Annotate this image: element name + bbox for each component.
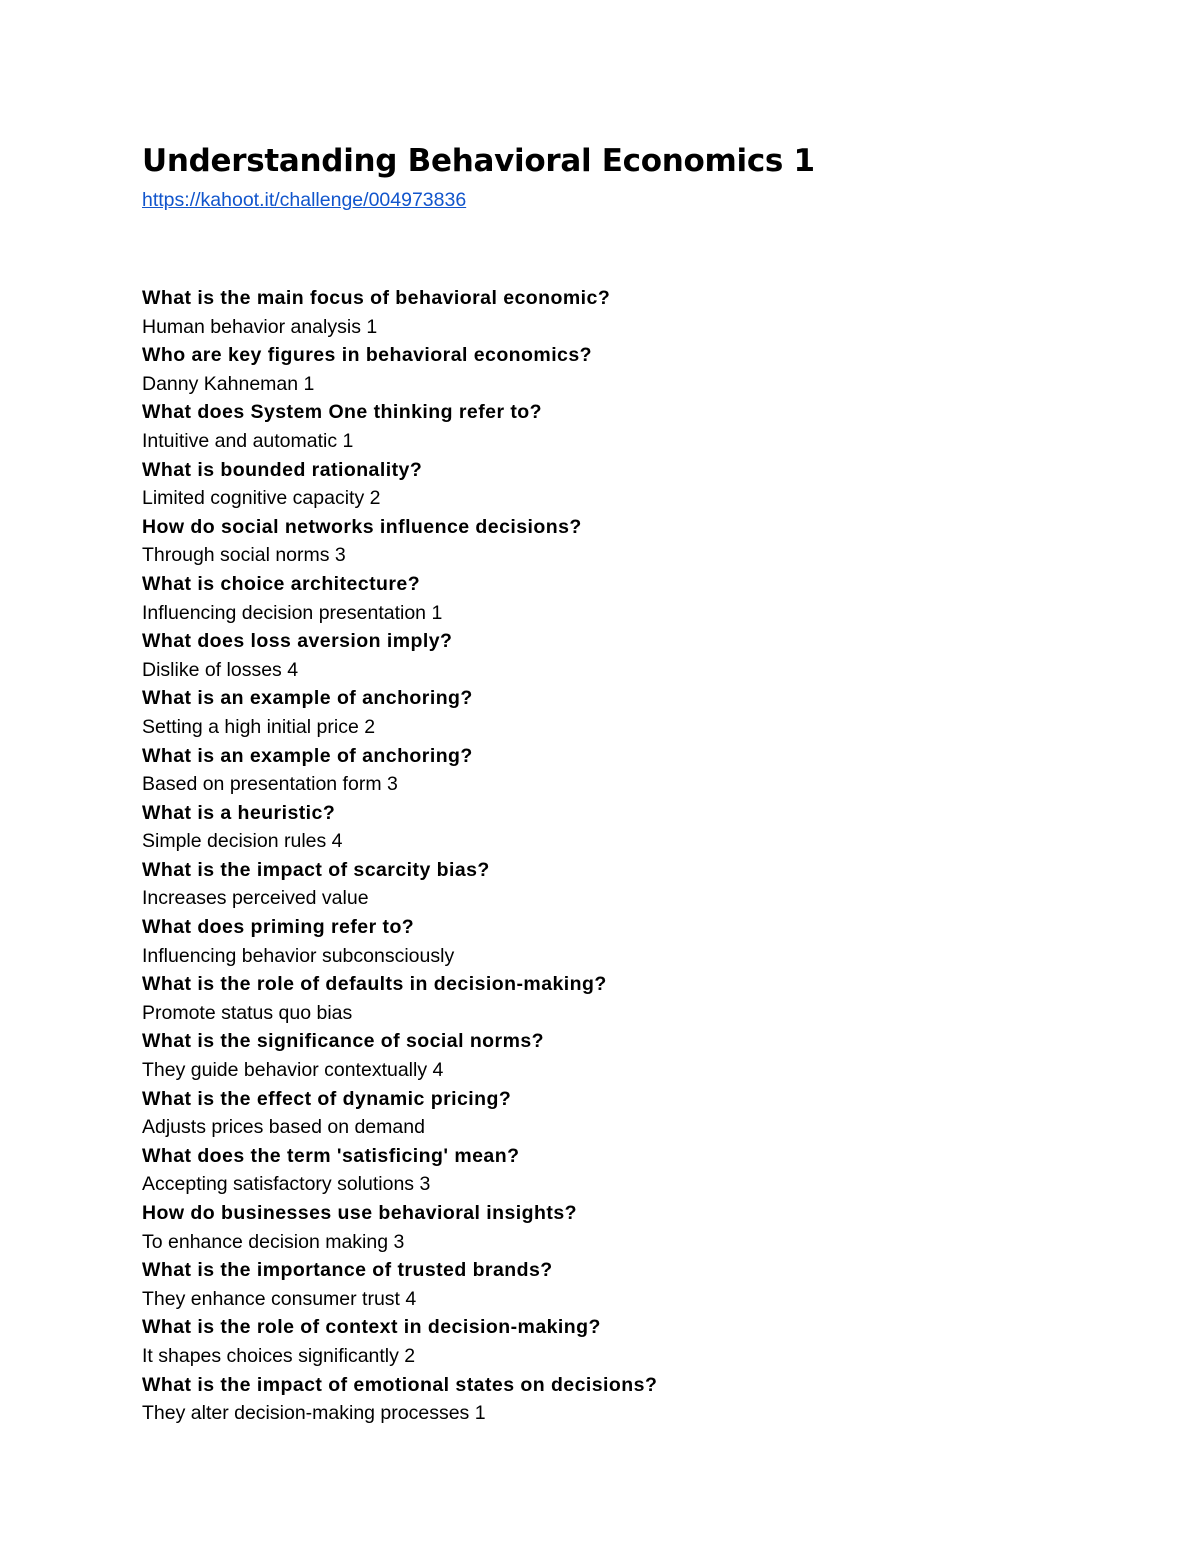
qa-item <box>142 684 1102 741</box>
answer-text: Human behavior analysis 1 <box>142 315 378 338</box>
qa-item <box>142 284 1102 341</box>
answer-text: Promote status quo bias <box>142 1001 353 1024</box>
answer-text: Increases perceived value <box>142 887 369 910</box>
answer-text: Based on presentation form 3 <box>142 773 398 796</box>
answer-text: To enhance decision making 3 <box>142 1230 405 1253</box>
question-text: What is the role of defaults in decision-making? <box>142 973 607 996</box>
answer-text: Dislike of losses 4 <box>142 658 299 681</box>
question-text: What is the role of context in decision-making? <box>142 1316 601 1339</box>
qa-item <box>142 1313 1102 1370</box>
question-text: What is the impact of emotional states on decisions? <box>142 1373 658 1396</box>
question-text: What is a heuristic? <box>142 801 336 824</box>
qa-item <box>142 1085 1102 1142</box>
answer-text: Limited cognitive capacity 2 <box>142 487 381 510</box>
qa-item <box>142 570 1102 627</box>
answer-text: Influencing behavior subconsciously <box>142 944 455 967</box>
question-text: How do social networks influence decisions? <box>142 515 582 538</box>
answer-text: Accepting satisfactory solutions 3 <box>142 1173 431 1196</box>
document-page <box>142 138 1102 1444</box>
question-text: What is choice architecture? <box>142 572 421 595</box>
question-text: What is an example of anchoring? <box>142 744 473 767</box>
answer-text: Simple decision rules 4 <box>142 830 343 853</box>
question-text: What does loss aversion imply? <box>142 630 453 653</box>
qa-item <box>142 970 1102 1027</box>
kahoot-challenge-link[interactable]: https://kahoot.it/challenge/004973836 <box>142 189 467 211</box>
question-answer-list <box>142 284 1102 1428</box>
question-text: What does priming refer to? <box>142 916 415 939</box>
answer-text: Intuitive and automatic 1 <box>142 429 354 452</box>
qa-item <box>142 742 1102 799</box>
question-text: What is the significance of social norms? <box>142 1030 545 1053</box>
question-text: Who are key figures in behavioral economics? <box>142 344 593 367</box>
answer-text: Influencing decision presentation 1 <box>142 601 443 624</box>
qa-item <box>142 1371 1102 1428</box>
answer-text: Setting a high initial price 2 <box>142 715 376 738</box>
question-text: What does System One thinking refer to? <box>142 401 543 424</box>
qa-item <box>142 341 1102 398</box>
answer-text: Adjusts prices based on demand <box>142 1116 425 1139</box>
qa-item <box>142 398 1102 455</box>
qa-item <box>142 1199 1102 1256</box>
qa-item <box>142 913 1102 970</box>
qa-item <box>142 1142 1102 1199</box>
question-text: What is bounded rationality? <box>142 458 423 481</box>
qa-item <box>142 627 1102 684</box>
question-text: What is the main focus of behavioral economic? <box>142 287 611 309</box>
qa-item <box>142 1256 1102 1313</box>
answer-text: It shapes choices significantly 2 <box>142 1344 416 1367</box>
answer-text: They alter decision-making processes 1 <box>142 1402 486 1425</box>
question-text: How do businesses use behavioral insights? <box>142 1202 577 1224</box>
answer-text: They guide behavior contextually 4 <box>142 1059 444 1082</box>
answer-text: Through social norms 3 <box>142 544 346 567</box>
answer-text: They enhance consumer trust 4 <box>142 1287 417 1310</box>
qa-item <box>142 513 1102 570</box>
qa-item <box>142 856 1102 913</box>
qa-item <box>142 1027 1102 1084</box>
answer-text: Danny Kahneman 1 <box>142 372 315 395</box>
question-text: What is the effect of dynamic pricing? <box>142 1087 512 1110</box>
question-text: What is an example of anchoring? <box>142 687 473 710</box>
question-text: What is the impact of scarcity bias? <box>142 858 490 881</box>
document-title: Understanding Behavioral Economics 1 <box>142 143 815 179</box>
question-text: What is the importance of trusted brands? <box>142 1259 553 1282</box>
qa-item <box>142 456 1102 513</box>
qa-item <box>142 799 1102 856</box>
question-text: What does the term 'satisficing' mean? <box>142 1144 520 1167</box>
